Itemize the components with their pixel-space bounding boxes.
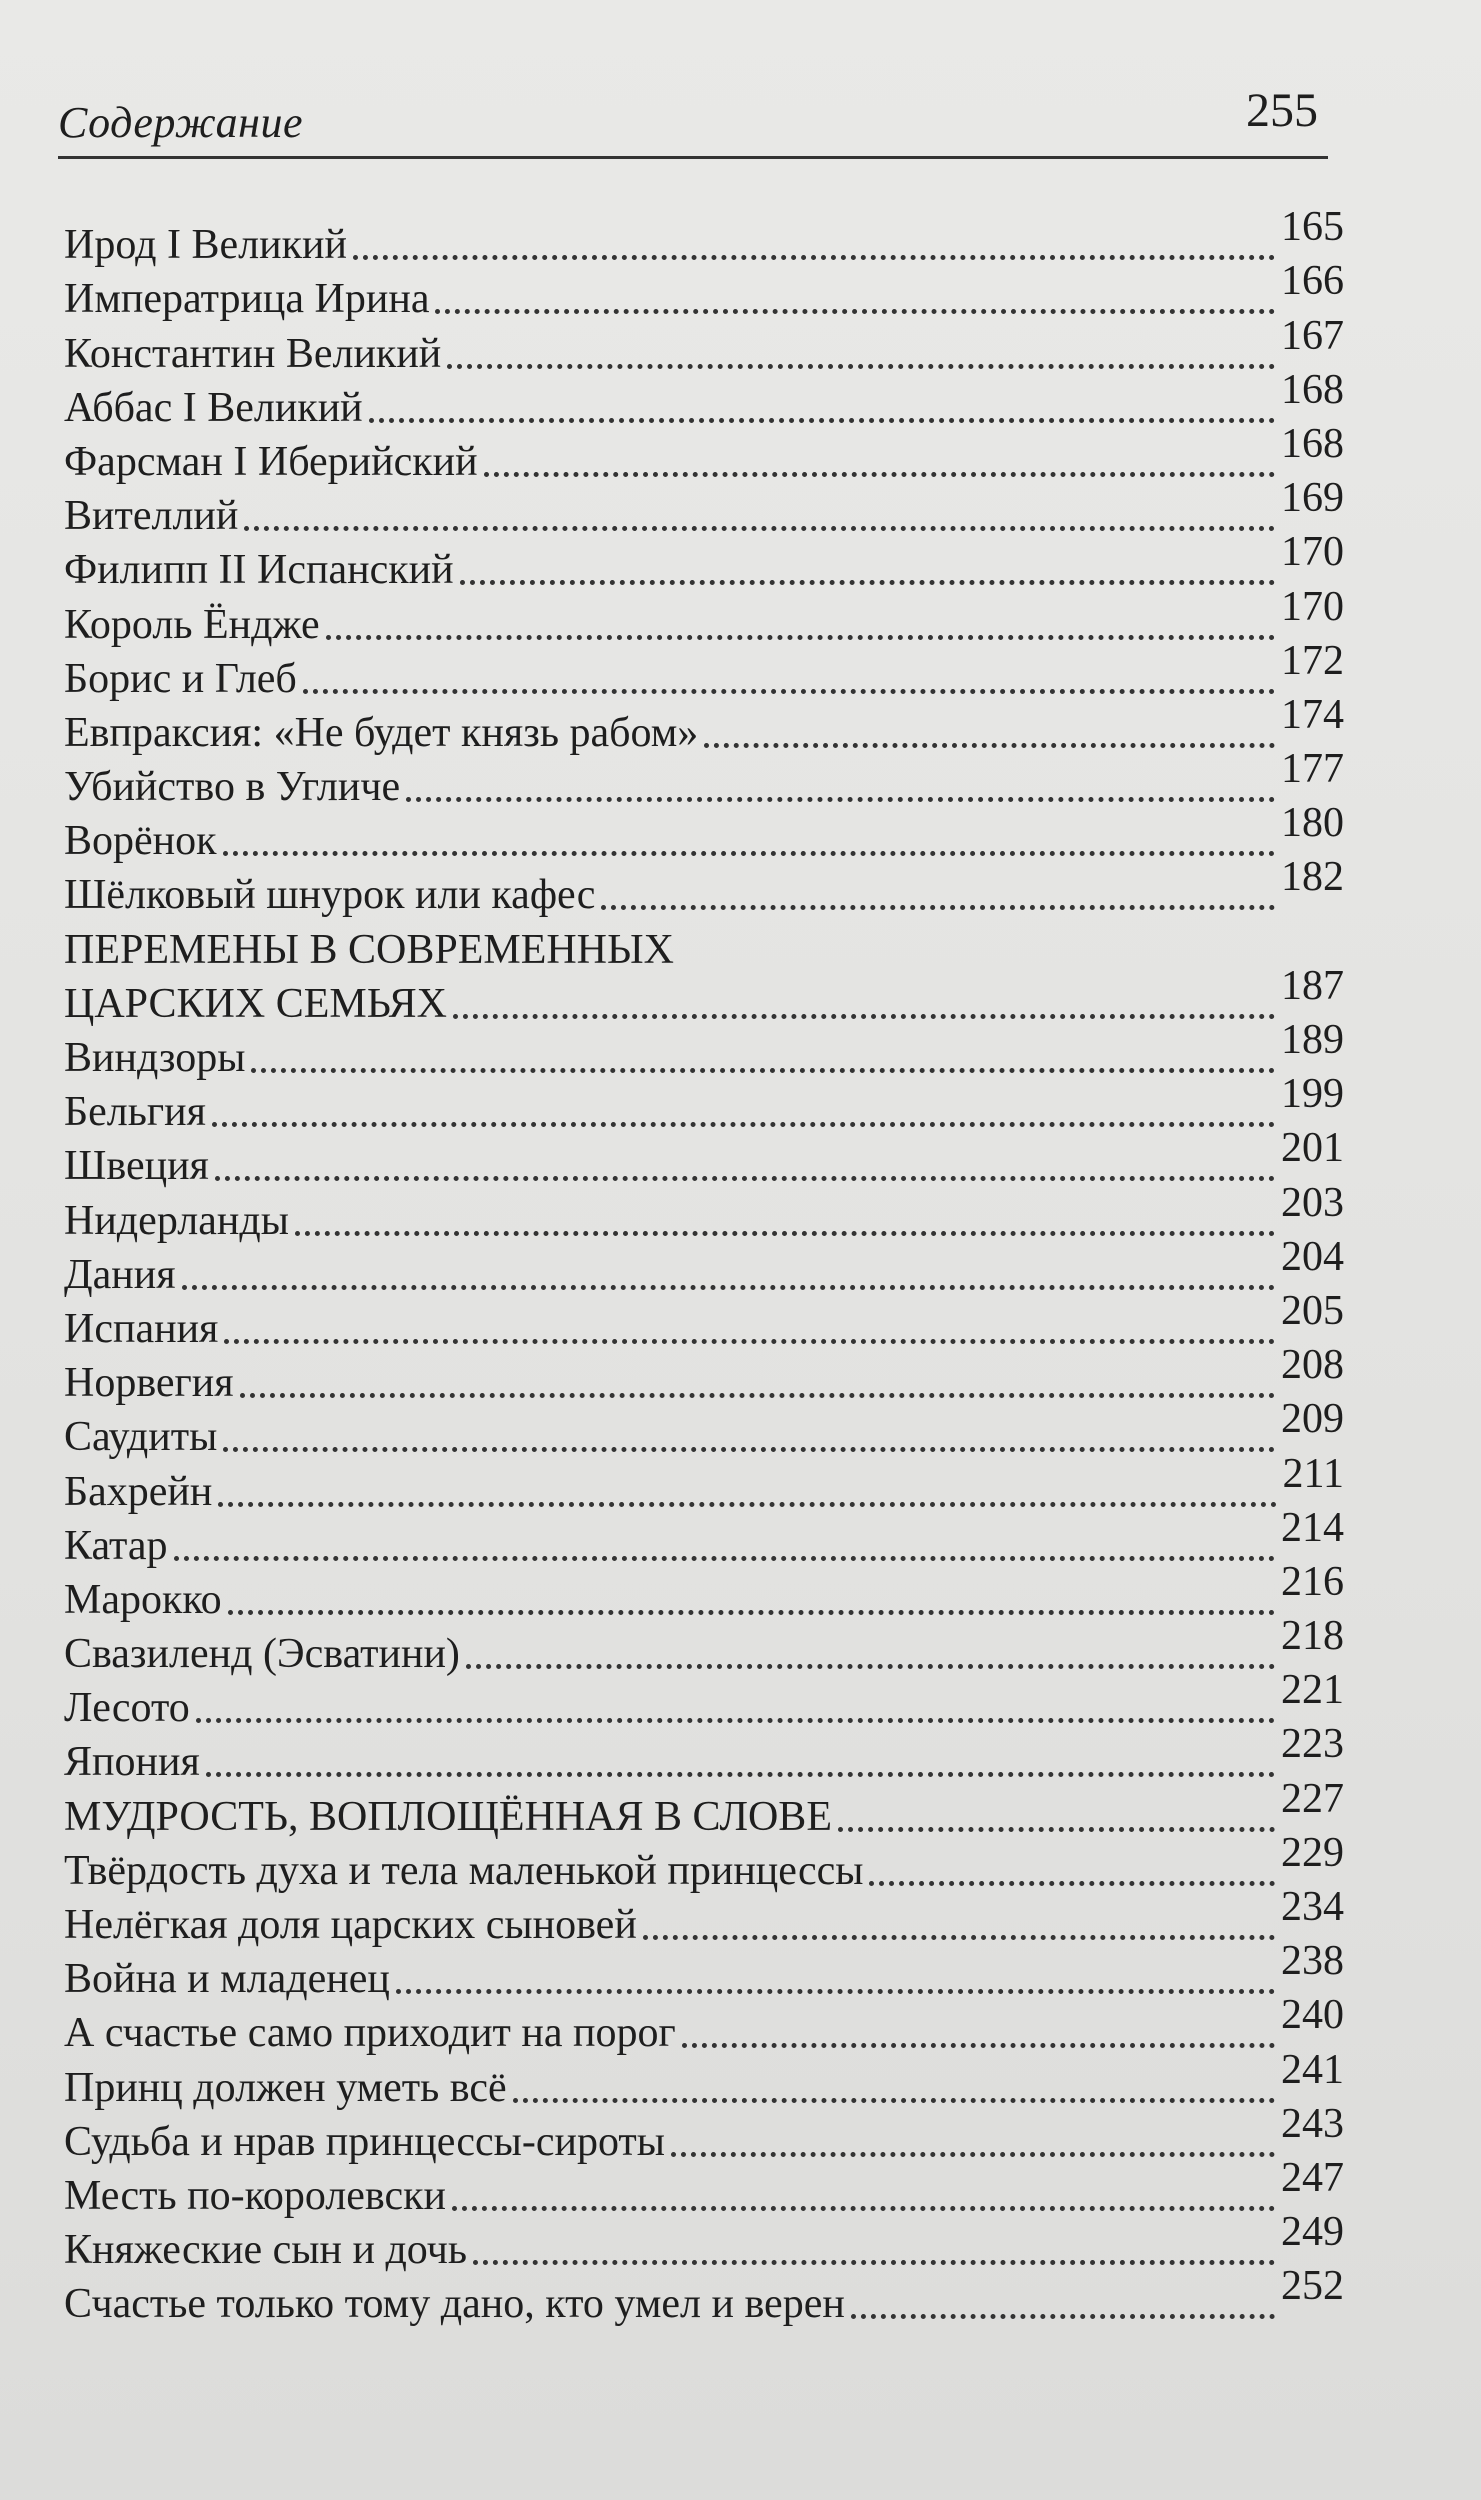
dot-leader (453, 1014, 1275, 1019)
toc-entry-title: Норвегия (64, 1360, 234, 1407)
toc-entry-title: Княжеские сын и дочь (64, 2227, 467, 2274)
toc-entry-page: 234 (1281, 1884, 1344, 1930)
toc-entry-page: 180 (1281, 800, 1344, 847)
dot-leader (406, 797, 1275, 802)
dot-leader (447, 364, 1275, 369)
page-header (58, 60, 1328, 159)
toc-entry-page: 170 (1281, 529, 1344, 576)
toc-entry (64, 583, 1344, 651)
toc-entry-title: Судьба и нрав принцессы-сироты (64, 2118, 666, 2165)
toc-entry (64, 258, 1344, 326)
toc-entry-title: Филипп II Испанский (64, 547, 454, 594)
toc-entry-page: 209 (1281, 1396, 1344, 1443)
toc-entry (64, 1071, 1344, 1139)
dot-leader (244, 526, 1275, 531)
toc-entry (64, 854, 1344, 922)
toc-entry (64, 1504, 1344, 1573)
toc-entry-page: 187 (1281, 962, 1344, 1009)
toc-entry (64, 746, 1344, 814)
toc-entry-title: Бельгия (64, 1089, 206, 1136)
toc-entry (64, 1125, 1344, 1193)
toc-entry (64, 2154, 1344, 2223)
toc-entry-title: Катар (64, 1522, 168, 1569)
toc-entry-title: Борис и Глеб (64, 655, 297, 702)
toc-entry (64, 1558, 1344, 1627)
toc-entry-page: 252 (1281, 2263, 1344, 2310)
toc-entry (64, 1342, 1344, 1410)
toc-entry (64, 2263, 1344, 2331)
toc-entry-page: 199 (1281, 1071, 1344, 1118)
toc-entry-page: 214 (1281, 1504, 1344, 1551)
toc-entry (64, 2209, 1344, 2277)
dot-leader (704, 743, 1275, 748)
toc-entry-page: 208 (1281, 1342, 1344, 1389)
toc-entry-title: Свазиленд (Эсватини) (64, 1631, 460, 1678)
toc-entry (64, 1613, 1344, 1681)
toc-entry-title: Евпраксия: «Не будет князь рабом» (64, 709, 699, 756)
toc-entry (64, 637, 1344, 706)
toc-entry-title: Швеция (64, 1143, 209, 1190)
toc-entry (64, 1396, 1344, 1464)
toc-entry-title: Лесото (64, 1685, 190, 1732)
toc-entry-page: 249 (1281, 2209, 1344, 2256)
dot-leader (396, 1989, 1275, 1994)
toc-entry-title: Виндзоры (64, 1035, 246, 1081)
dot-leader (182, 1285, 1275, 1290)
toc-entry-title: ПЕРЕМЕНЫ В СОВРЕМЕННЫХ (64, 926, 674, 973)
toc-entry (64, 366, 1344, 435)
toc-entry (64, 1884, 1344, 1952)
toc-entry-page: 189 (1281, 1017, 1344, 1063)
toc-entry-page: 211 (1282, 1450, 1344, 1497)
dot-leader (369, 418, 1275, 423)
toc-entry (64, 1450, 1344, 1518)
dot-leader (303, 689, 1275, 694)
dot-leader (228, 1610, 1275, 1615)
toc-entry-title: Твёрдость духа и тела маленькой принцессы (64, 1847, 864, 1894)
toc-entry-page: 201 (1281, 1125, 1344, 1172)
toc-entry-page: 168 (1281, 420, 1344, 467)
running-title: Содержание (58, 98, 304, 147)
toc-entry (64, 475, 1344, 543)
toc-entry-title: Дания (64, 1251, 176, 1298)
dot-leader (295, 1231, 1275, 1236)
toc-entry-title: Константин Великий (64, 330, 442, 377)
toc-entry-page: 170 (1281, 583, 1344, 630)
toc-entry-title: А счастье само приходит на порог (64, 2010, 676, 2057)
toc-entry-page: 238 (1281, 1938, 1344, 1985)
toc-entry-page: 165 (1281, 204, 1344, 251)
toc-entry-title: Шёлковый шнурок или кафес (64, 872, 596, 919)
dot-leader (460, 580, 1275, 585)
dot-leader (223, 851, 1275, 856)
toc-entry (64, 1017, 1344, 1085)
dot-leader (601, 905, 1275, 910)
toc-entry-page: 223 (1281, 1721, 1344, 1768)
toc-entry (64, 1938, 1344, 2006)
toc-entry-title: Бахрейн (64, 1468, 213, 1515)
toc-entry-page: 166 (1281, 258, 1344, 305)
toc-entry (64, 1829, 1344, 1898)
toc-entry-title: Нелёгкая доля царских сыновей (64, 1902, 637, 1948)
dot-leader (326, 635, 1275, 640)
toc-entry-page: 169 (1281, 475, 1344, 522)
dot-leader (240, 1393, 1275, 1398)
dot-leader (838, 1827, 1275, 1832)
dot-leader (452, 2206, 1275, 2211)
dot-leader (251, 1068, 1275, 1073)
toc-entry (64, 800, 1344, 868)
toc-entry-page: 177 (1281, 746, 1344, 793)
dot-leader (353, 255, 1275, 260)
toc-entry (64, 1179, 1344, 1247)
dot-leader (851, 2314, 1275, 2319)
dot-leader (435, 309, 1275, 314)
toc-entry-page: 229 (1281, 1829, 1344, 1876)
toc-entry (64, 1233, 1344, 1302)
toc-entry-page: 216 (1281, 1558, 1344, 1605)
toc-entry-page: 240 (1281, 1992, 1344, 2039)
toc-entry (64, 962, 1344, 1031)
toc-entry (64, 691, 1344, 760)
toc-entry-page: 243 (1281, 2100, 1344, 2147)
toc-entry (64, 1287, 1344, 1356)
toc-entry (64, 529, 1344, 597)
dot-leader (224, 1339, 1275, 1344)
dot-leader (869, 1881, 1275, 1886)
dot-leader (196, 1718, 1275, 1723)
toc-entry (64, 1992, 1344, 2060)
toc-entry-title: Испания (64, 1305, 219, 1352)
dot-leader (218, 1502, 1276, 1507)
dot-leader (484, 472, 1275, 477)
toc-entry (64, 922, 1344, 976)
toc-entry-title: Король Ёндже (64, 601, 320, 648)
toc-entry-page: 167 (1281, 312, 1344, 359)
toc-entry-title: Война и младенец (64, 1956, 390, 2003)
toc-entry-page: 247 (1281, 2154, 1344, 2201)
toc-entry-page: 241 (1281, 2046, 1344, 2093)
dot-leader (206, 1772, 1275, 1777)
toc-entry-page: 172 (1281, 637, 1344, 684)
toc-entry-title: Счастье только тому дано, кто умел и верен (64, 2281, 845, 2328)
toc-entry (64, 2100, 1344, 2169)
toc-entry-title: Ирод I Великий (64, 222, 347, 269)
dot-leader (671, 2152, 1275, 2157)
dot-leader (466, 1664, 1275, 1669)
toc-entry-title: Вителлий (64, 493, 239, 540)
dot-leader (473, 2260, 1275, 2265)
toc-entry-page: 227 (1281, 1775, 1344, 1822)
dot-leader (212, 1122, 1275, 1127)
toc-entry-page: 218 (1281, 1613, 1344, 1660)
toc-entry-title: ЦАРСКИХ СЕМЬЯХ (64, 980, 447, 1027)
toc-entry-page: 221 (1281, 1667, 1344, 1714)
toc-entry (64, 204, 1344, 272)
toc-entry-title: Марокко (64, 1576, 222, 1623)
page-number: 255 (1246, 84, 1318, 137)
toc-entry-title: МУДРОСТЬ, ВОПЛОЩЁННАЯ В СЛОВЕ (64, 1793, 832, 1840)
toc-entry (64, 312, 1344, 380)
toc-entry-title: Аббас I Великий (64, 384, 363, 431)
toc-entry-page: 182 (1281, 854, 1344, 901)
dot-leader (215, 1176, 1275, 1181)
toc-entry-page: 205 (1281, 1287, 1344, 1334)
toc-entry-title: Принц должен уметь всё (64, 2064, 507, 2111)
toc-entry-title: Месть по-королевски (64, 2172, 447, 2219)
toc-entry-page: 204 (1281, 1233, 1344, 1280)
toc-entry (64, 1667, 1344, 1735)
toc-entry-title: Япония (64, 1739, 200, 1786)
toc-entry-page: 203 (1281, 1179, 1344, 1226)
toc-entry (64, 420, 1344, 489)
toc-entry-title: Саудиты (64, 1414, 218, 1461)
dot-leader (174, 1556, 1275, 1561)
toc-entry-title: Убийство в Угличе (64, 764, 401, 811)
dot-leader (682, 2043, 1275, 2048)
dot-leader (513, 2098, 1275, 2103)
toc-entry-title: Императрица Ирина (64, 276, 430, 323)
table-of-contents (64, 204, 1344, 2331)
toc-entry-title: Нидерланды (64, 1197, 289, 1244)
toc-entry-title: Фарсман I Иберийский (64, 438, 478, 485)
toc-entry-page: 174 (1281, 691, 1344, 738)
dot-leader (643, 1935, 1275, 1940)
toc-entry (64, 1775, 1344, 1843)
toc-entry-page: 168 (1281, 366, 1344, 413)
toc-entry (64, 2046, 1344, 2114)
dot-leader (223, 1447, 1275, 1452)
toc-entry (64, 1721, 1344, 1789)
toc-entry-title: Ворёнок (64, 818, 217, 865)
